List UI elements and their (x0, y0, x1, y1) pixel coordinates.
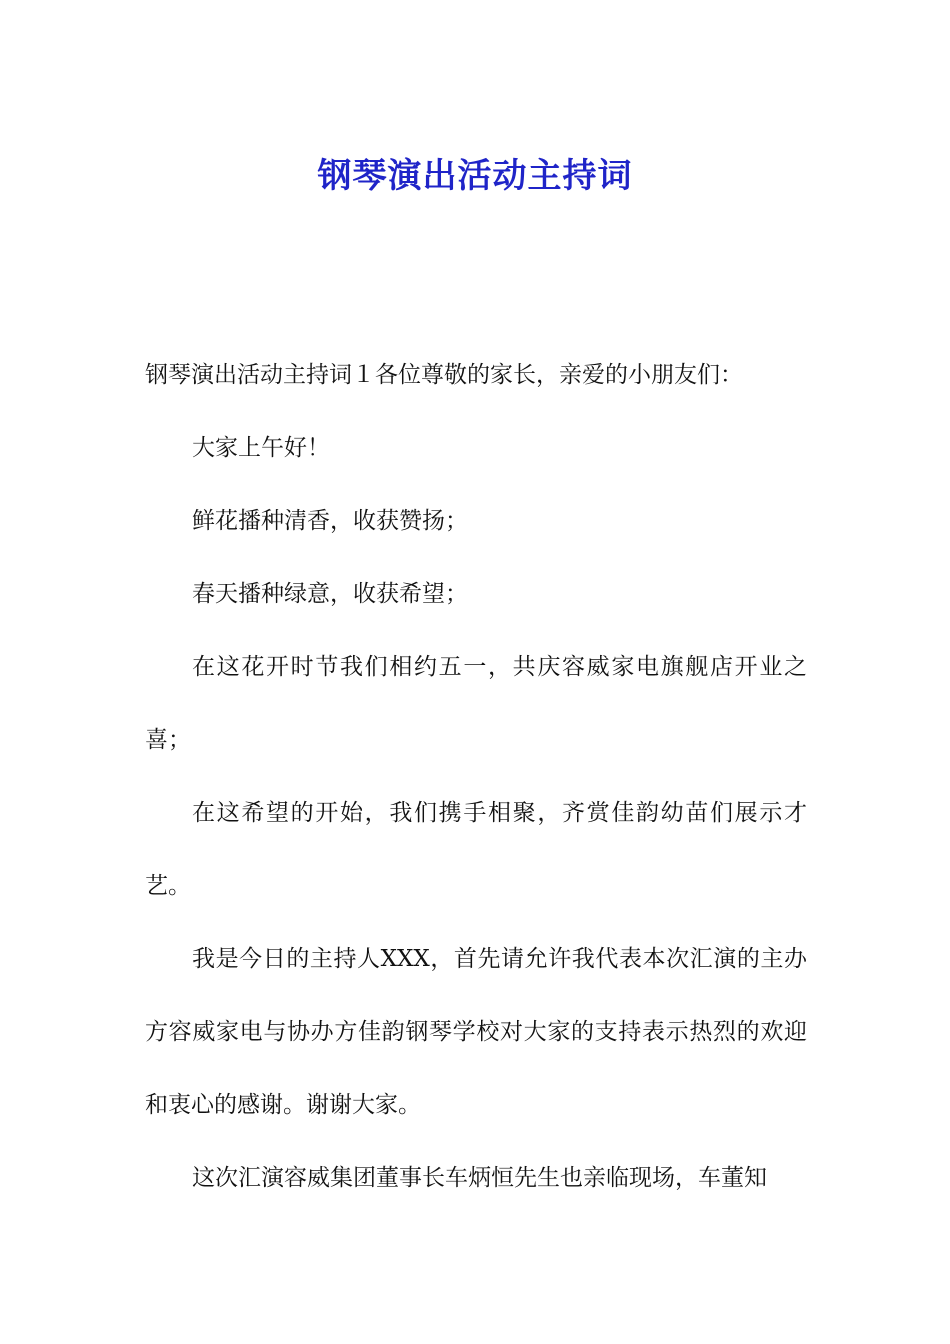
paragraph-good-morning: 大家上午好！ (192, 435, 330, 461)
paragraph-spring: 春天播种绿意，收获希望； (192, 581, 468, 607)
paragraph-talents: 在这希望的开始，我们携手相聚，齐赏佳韵幼苗们展示才艺。 (145, 800, 807, 899)
document-body (145, 339, 807, 1215)
paragraph-flowers: 鲜花播种清香，收获赞扬； (192, 508, 468, 534)
paragraph-opening: 在这花开时节我们相约五一，共庆容威家电旗舰店开业之喜； (145, 654, 807, 753)
paragraph-greeting: 钢琴演出活动主持词１各位尊敬的家长，亲爱的小朋友们： (145, 362, 743, 388)
page-title: 钢琴演出活动主持词 (317, 155, 633, 196)
paragraph-chairman: 这次汇演容威集团董事长车炳恒先生也亲临现场，车董知 (192, 1165, 767, 1191)
paragraph-host-intro: 我是今日的主持人XXX，首先请允许我代表本次汇演的主办方容威家电与协办方佳韵钢琴学校对大家的支持表示热烈的欢迎和衷心的感谢。谢谢大家。 (145, 946, 807, 1118)
